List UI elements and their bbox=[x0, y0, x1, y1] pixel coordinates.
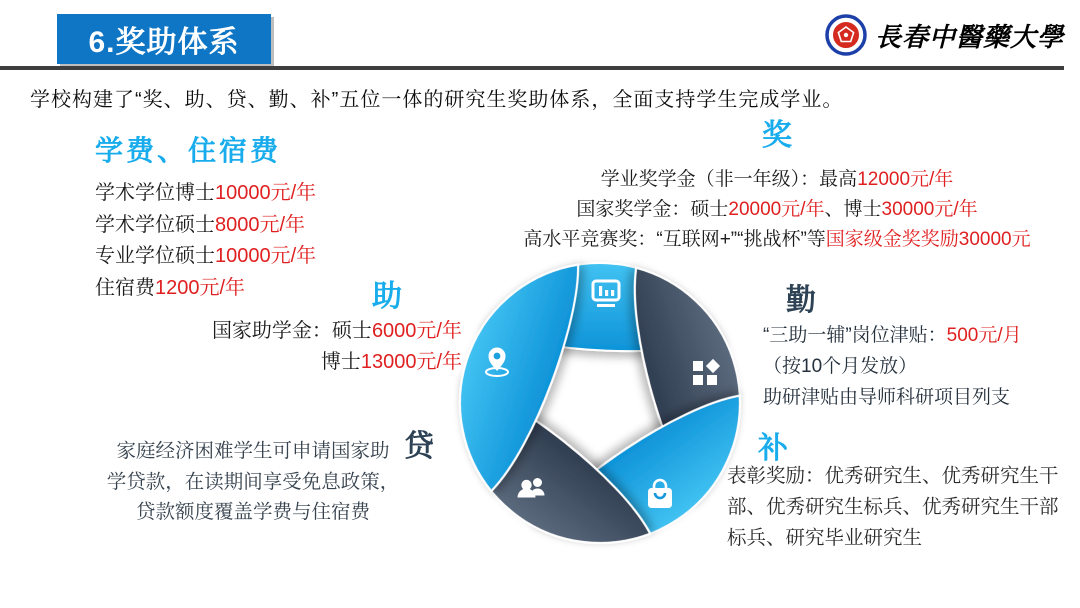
award-line-text: 高水平竞赛奖：“互联网+”“挑战杯”等 bbox=[523, 229, 826, 250]
page-title-label: 6.奖助体系 bbox=[88, 26, 240, 59]
award-line-amount: 20000元/年 bbox=[728, 199, 825, 220]
bonus-line: 表彰奖励：优秀研究生、优秀研究生干 bbox=[727, 465, 1059, 487]
workstudy-line-text: “三助一辅”岗位津贴： bbox=[763, 325, 947, 346]
award-line-amount: 12000元/年 bbox=[857, 169, 954, 190]
award-line-text: 学业奖学金（非一年级）：最高 bbox=[600, 169, 858, 190]
tuition-item-amount: 8000元/年 bbox=[215, 213, 306, 236]
award-title: 奖 bbox=[762, 119, 792, 152]
university-name: 長春中醫藥大學 bbox=[874, 22, 1064, 53]
loan-line: 学贷款，在读期间享受免息政策， bbox=[106, 470, 400, 493]
workstudy-section bbox=[763, 320, 1022, 413]
loan-section bbox=[92, 436, 414, 528]
workstudy-line-amount: 500元/月 bbox=[946, 325, 1022, 346]
bonus-line: 部、优秀研究生标兵、优秀研究生干部 bbox=[727, 496, 1059, 518]
subsidy-line-text: 国家助学金：硕士 bbox=[211, 320, 372, 342]
university-emblem-icon bbox=[824, 13, 868, 57]
loan-line: 家庭经济困难学生可申请国家助 bbox=[116, 440, 390, 462]
tuition-item-label: 专业学位硕士 bbox=[95, 245, 215, 267]
subsidy-line bbox=[185, 316, 462, 347]
award-line bbox=[492, 225, 1062, 255]
award-line bbox=[492, 165, 1062, 195]
tuition-item-label: 学术学位硕士 bbox=[95, 213, 215, 236]
header-divider bbox=[0, 66, 1064, 70]
subsidy-line bbox=[185, 347, 462, 378]
award-list bbox=[492, 165, 1062, 255]
loan-title: 贷 bbox=[404, 430, 434, 463]
tuition-item-amount: 10000元/年 bbox=[215, 245, 317, 267]
tuition-item-label: 学术学位博士 bbox=[95, 182, 215, 204]
award-section bbox=[492, 110, 1062, 255]
tuition-item-amount: 10000元/年 bbox=[215, 182, 317, 204]
award-line-text: 、博士 bbox=[824, 199, 882, 220]
workstudy-line: （按10个月发放） bbox=[763, 356, 918, 377]
tuition-item bbox=[95, 210, 316, 242]
tuition-item bbox=[95, 241, 316, 273]
loan-line: 贷款额度覆盖学费与住宿费 bbox=[135, 501, 370, 523]
tuition-list bbox=[95, 178, 316, 304]
subsidy-section bbox=[185, 316, 462, 378]
award-line bbox=[492, 195, 1062, 225]
tuition-title: 学费、住宿费 bbox=[95, 135, 282, 166]
workstudy-title: 勤 bbox=[786, 284, 816, 317]
bonus-section bbox=[727, 461, 1075, 554]
award-line-text: 国家奖学金：硕士 bbox=[576, 199, 729, 220]
tuition-item-label: 住宿费 bbox=[95, 276, 155, 299]
award-line-amount: 30000元/年 bbox=[881, 199, 978, 220]
subsidy-title: 助 bbox=[372, 280, 402, 313]
bonus-title: 补 bbox=[758, 432, 788, 465]
tuition-item-amount: 1200元/年 bbox=[155, 276, 246, 299]
university-logo bbox=[824, 13, 1064, 57]
pinwheel-diagram bbox=[452, 255, 748, 555]
intro-text: 学校构建了“奖、助、贷、勤、补”五位一体的研究生奖助体系，全面支持学生完成学业。 bbox=[30, 89, 844, 111]
subsidy-line-text: 博士 bbox=[320, 351, 361, 373]
tuition-item bbox=[95, 178, 316, 210]
tuition-item bbox=[95, 273, 316, 305]
award-line-amount: 国家级金奖奖励30000元 bbox=[825, 229, 1031, 250]
page-title bbox=[57, 14, 271, 64]
bonus-line: 标兵、研究毕业研究生 bbox=[727, 527, 923, 549]
workstudy-line: 助研津贴由导师科研项目列支 bbox=[763, 387, 1011, 408]
tuition-section bbox=[95, 129, 316, 304]
workstudy-line bbox=[763, 320, 1022, 351]
subsidy-line-amount: 13000元/年 bbox=[360, 351, 462, 373]
subsidy-line-amount: 6000元/年 bbox=[371, 320, 462, 342]
